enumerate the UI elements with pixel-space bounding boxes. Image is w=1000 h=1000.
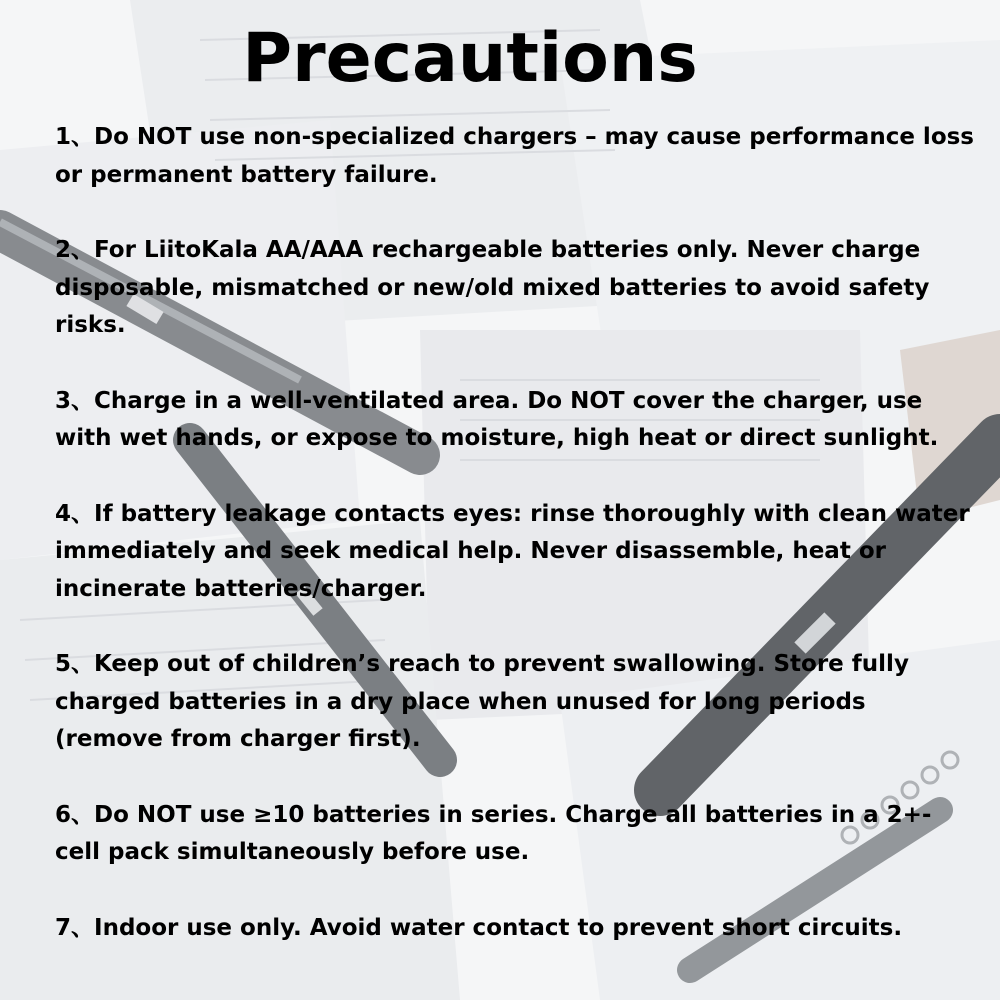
item-number: 5、 [55,651,95,677]
item-text: Indoor use only. Avoid water contact to prevent short circuits. [94,914,903,941]
precaution-item [55,797,975,872]
item-text: If battery leakage contacts eyes: rinse thoroughly with clean water immediately and seek medical help. Never disassemble, heat or incinerate batteries/charger. [55,500,970,602]
precaution-item [55,383,975,458]
precaution-item [55,496,975,609]
item-text: Charge in a well-ventilated area. Do NOT cover the charger, use with wet hands, or expose to moisture, high heat or direct sunlight. [55,387,939,451]
item-number: 6、 [55,801,95,828]
precaution-item [55,119,975,194]
precautions-list [55,119,975,985]
precaution-item [55,646,975,759]
item-text: Keep out of children’s reach to prevent swallowing. Store fully charged batteries in a dry place when unused for long periods (remove from charger first). [55,651,909,752]
precaution-item [55,232,975,345]
item-number: 3、 [55,387,95,414]
item-text: For LiitoKala AA/AAA rechargeable batteries only. Never charge disposable, mismatched or new/old mixed batteries to avoid safety risks. [55,237,930,338]
page-title: Precautions [242,19,698,98]
precaution-item [55,910,975,948]
item-number: 2、 [55,237,95,263]
item-number: 1、 [55,124,95,150]
item-text: Do NOT use non-specialized chargers – may cause performance loss or permanent battery failure. [55,124,975,188]
item-number: 4、 [55,500,95,527]
item-number: 7、 [55,914,95,941]
item-text: Do NOT use ≥10 batteries in series. Charge all batteries in a 2+-cell pack simultaneously before use. [55,801,932,865]
